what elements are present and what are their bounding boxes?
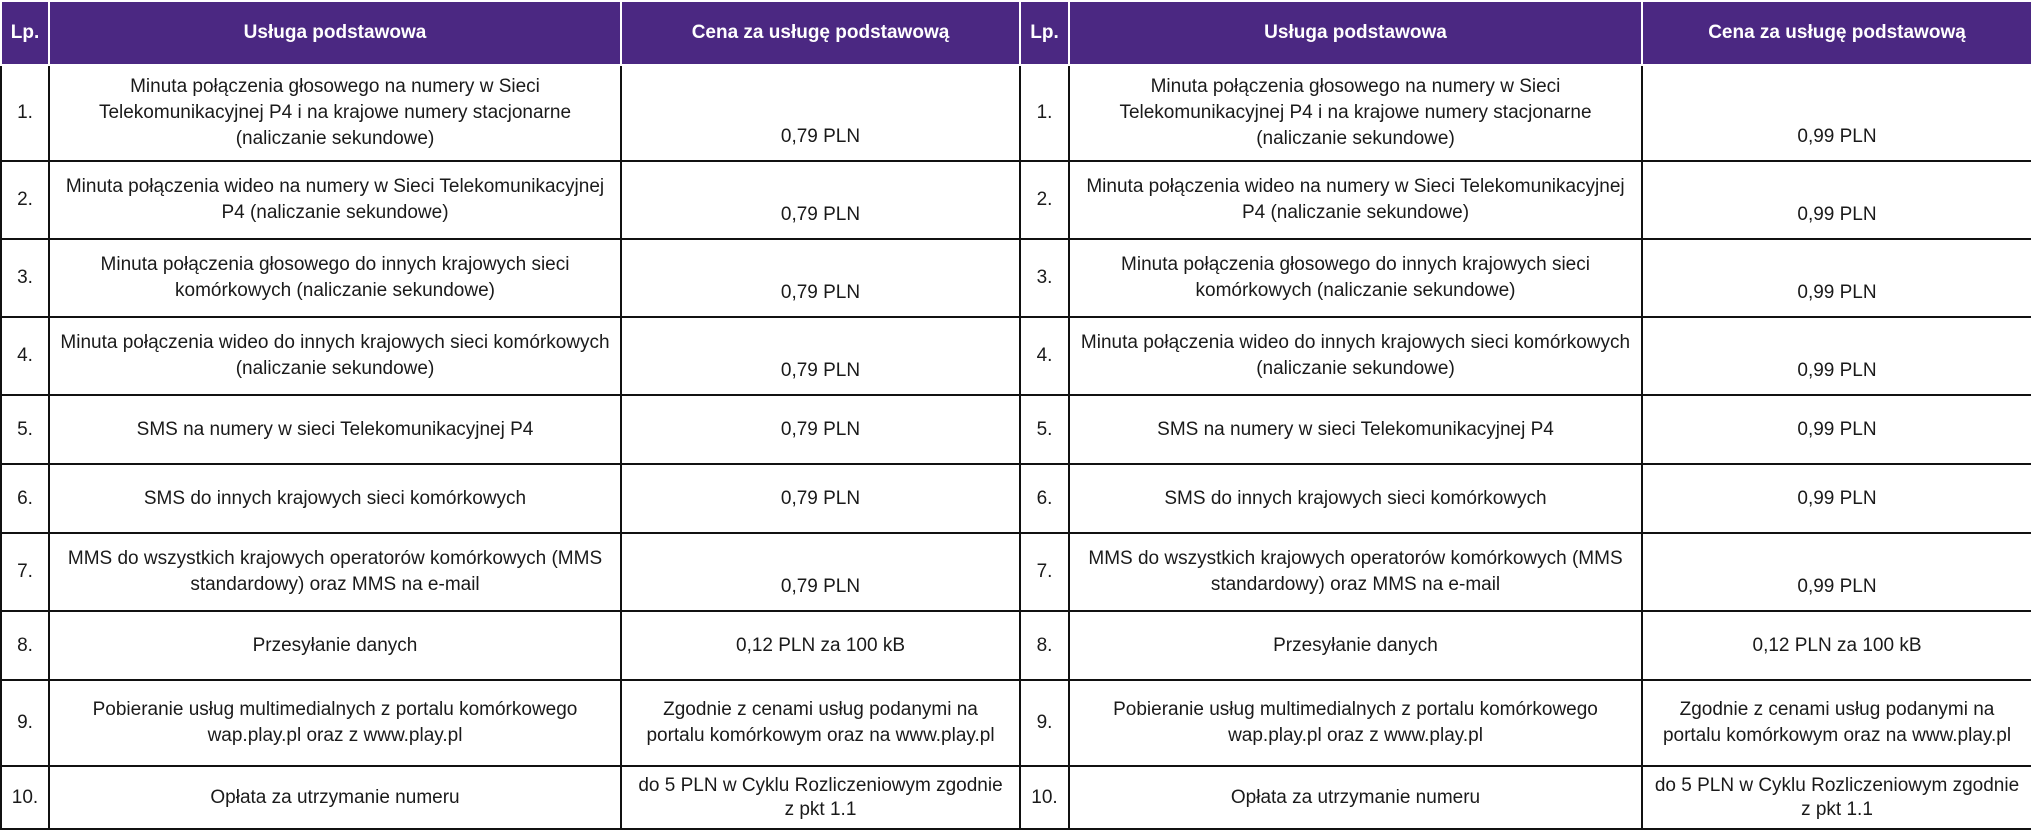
row-number: 3. [1020, 239, 1069, 317]
row-number: 1. [1020, 65, 1069, 161]
service-cell: Minuta połączenia głosowego na numery w Sieci Telekomunikacyjnej P4 i na krajowe numery stacjonarne (naliczanie sekundowe) [49, 65, 621, 161]
service-cell: Pobieranie usług multimedialnych z portalu komórkowego wap.play.pl oraz z www.play.pl [1069, 680, 1642, 766]
price-cell: 0,12 PLN za 100 kB [1642, 611, 2031, 680]
row-number: 1. [1, 65, 49, 161]
price-cell: do 5 PLN w Cyklu Rozliczeniowym zgodnie z pkt 1.1 [1642, 766, 2031, 829]
table-row [1, 464, 2031, 533]
price-cell: 0,79 PLN [621, 464, 1020, 533]
row-number: 6. [1, 464, 49, 533]
price-cell: Zgodnie z cenami usług podanymi na portalu komórkowym oraz na www.play.pl [621, 680, 1020, 766]
header-price-left: Cena za usługę podstawową [621, 1, 1020, 65]
table-row [1, 533, 2031, 611]
service-cell: Minuta połączenia głosowego na numery w Sieci Telekomunikacyjnej P4 i na krajowe numery stacjonarne (naliczanie sekundowe) [1069, 65, 1642, 161]
service-cell: Przesyłanie danych [49, 611, 621, 680]
price-cell: 0,79 PLN [621, 161, 1020, 239]
price-cell: do 5 PLN w Cyklu Rozliczeniowym zgodnie z pkt 1.1 [621, 766, 1020, 829]
table-row [1, 611, 2031, 680]
service-cell: SMS na numery w sieci Telekomunikacyjnej P4 [49, 395, 621, 464]
price-cell: 0,12 PLN za 100 kB [621, 611, 1020, 680]
service-cell: SMS do innych krajowych sieci komórkowych [1069, 464, 1642, 533]
row-number: 8. [1020, 611, 1069, 680]
service-cell: Pobieranie usług multimedialnych z portalu komórkowego wap.play.pl oraz z www.play.pl [49, 680, 621, 766]
table-row [1, 680, 2031, 766]
price-cell: 0,79 PLN [621, 317, 1020, 395]
price-cell: 0,79 PLN [621, 65, 1020, 161]
price-cell: Zgodnie z cenami usług podanymi na portalu komórkowym oraz na www.play.pl [1642, 680, 2031, 766]
price-cell: 0,79 PLN [621, 239, 1020, 317]
service-cell: MMS do wszystkich krajowych operatorów komórkowych (MMS standardowy) oraz MMS na e-mail [1069, 533, 1642, 611]
row-number: 5. [1020, 395, 1069, 464]
service-cell: Minuta połączenia wideo na numery w Sieci Telekomunikacyjnej P4 (naliczanie sekundowe) [49, 161, 621, 239]
service-cell: SMS na numery w sieci Telekomunikacyjnej P4 [1069, 395, 1642, 464]
row-number: 3. [1, 239, 49, 317]
service-cell: Opłata za utrzymanie numeru [49, 766, 621, 829]
service-cell: Opłata za utrzymanie numeru [1069, 766, 1642, 829]
table-row [1, 317, 2031, 395]
table-row [1, 766, 2031, 829]
service-cell: Minuta połączenia wideo na numery w Sieci Telekomunikacyjnej P4 (naliczanie sekundowe) [1069, 161, 1642, 239]
header-lp-left: Lp. [1, 1, 49, 65]
table-row [1, 395, 2031, 464]
row-number: 7. [1020, 533, 1069, 611]
row-number: 2. [1020, 161, 1069, 239]
price-cell: 0,99 PLN [1642, 464, 2031, 533]
row-number: 9. [1, 680, 49, 766]
header-price-right: Cena za usługę podstawową [1642, 1, 2031, 65]
row-number: 2. [1, 161, 49, 239]
price-cell: 0,99 PLN [1642, 395, 2031, 464]
row-number: 7. [1, 533, 49, 611]
service-cell: SMS do innych krajowych sieci komórkowych [49, 464, 621, 533]
header-lp-right: Lp. [1020, 1, 1069, 65]
price-cell: 0,99 PLN [1642, 161, 2031, 239]
price-cell: 0,99 PLN [1642, 65, 2031, 161]
table-row [1, 65, 2031, 161]
row-number: 4. [1020, 317, 1069, 395]
table-row [1, 161, 2031, 239]
row-number: 6. [1020, 464, 1069, 533]
row-number: 8. [1, 611, 49, 680]
row-number: 5. [1, 395, 49, 464]
service-cell: Minuta połączenia głosowego do innych krajowych sieci komórkowych (naliczanie sekundowe) [49, 239, 621, 317]
service-cell: Przesyłanie danych [1069, 611, 1642, 680]
service-cell: Minuta połączenia wideo do innych krajowych sieci komórkowych (naliczanie sekundowe) [49, 317, 621, 395]
price-cell: 0,79 PLN [621, 533, 1020, 611]
row-number: 10. [1020, 766, 1069, 829]
service-cell: Minuta połączenia głosowego do innych krajowych sieci komórkowych (naliczanie sekundowe) [1069, 239, 1642, 317]
header-row [1, 1, 2031, 65]
table-row [1, 239, 2031, 317]
service-cell: Minuta połączenia wideo do innych krajowych sieci komórkowych (naliczanie sekundowe) [1069, 317, 1642, 395]
price-cell: 0,79 PLN [621, 395, 1020, 464]
service-cell: MMS do wszystkich krajowych operatorów komórkowych (MMS standardowy) oraz MMS na e-mail [49, 533, 621, 611]
price-cell: 0,99 PLN [1642, 533, 2031, 611]
price-cell: 0,99 PLN [1642, 317, 2031, 395]
row-number: 9. [1020, 680, 1069, 766]
price-cell: 0,99 PLN [1642, 239, 2031, 317]
row-number: 4. [1, 317, 49, 395]
row-number: 10. [1, 766, 49, 829]
header-service-right: Usługa podstawowa [1069, 1, 1642, 65]
header-service-left: Usługa podstawowa [49, 1, 621, 65]
